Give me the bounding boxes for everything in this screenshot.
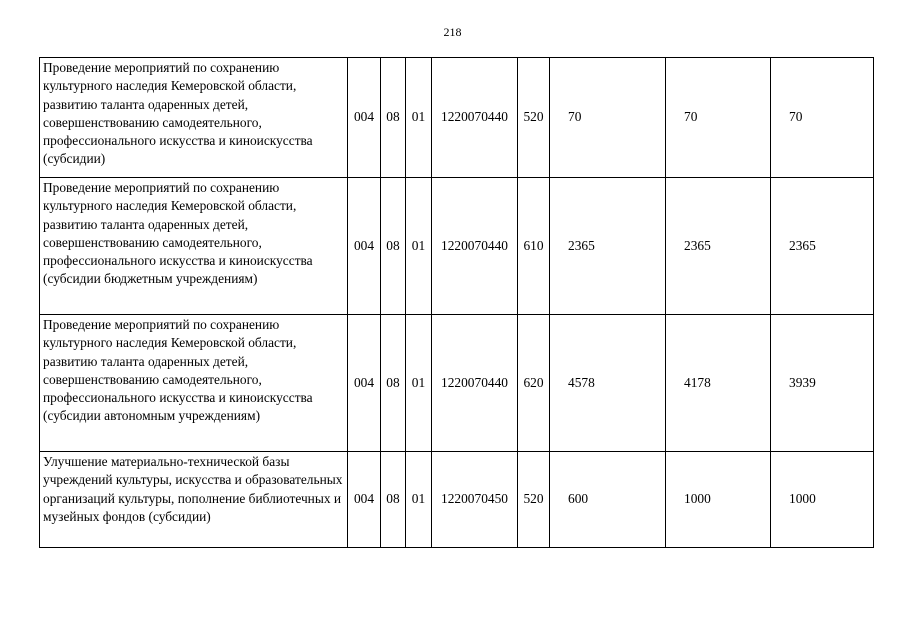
amount-2-cell: 70 <box>666 58 771 178</box>
section-code-cell: 08 <box>381 315 406 452</box>
amount-1-cell: 2365 <box>550 178 666 315</box>
amount-3-cell: 2365 <box>771 178 874 315</box>
ministry-code-cell: 004 <box>348 315 381 452</box>
subsection-code-cell: 01 <box>406 58 432 178</box>
subsection-code-cell: 01 <box>406 178 432 315</box>
section-code-cell: 08 <box>381 452 406 548</box>
table-body <box>40 58 874 548</box>
target-article-cell: 1220070450 <box>432 452 518 548</box>
row-name-cell: Улучшение материально-технической базы учреждений культуры, искусства и образовательных организаций культуры, пополнение библиотечных и музейных фондов (субсидии) <box>40 452 348 548</box>
subsection-code-cell: 01 <box>406 315 432 452</box>
ministry-code-cell: 004 <box>348 178 381 315</box>
budget-table <box>39 57 874 548</box>
subsection-code-cell: 01 <box>406 452 432 548</box>
expense-type-cell: 520 <box>518 58 550 178</box>
amount-3-cell: 70 <box>771 58 874 178</box>
section-code-cell: 08 <box>381 58 406 178</box>
amount-1-cell: 4578 <box>550 315 666 452</box>
amount-2-cell: 2365 <box>666 178 771 315</box>
page-number: 218 <box>443 25 462 39</box>
amount-1-cell: 70 <box>550 58 666 178</box>
target-article-cell: 1220070440 <box>432 315 518 452</box>
amount-1-cell: 600 <box>550 452 666 548</box>
row-name-cell: Проведение мероприятий по сохранению культурного наследия Кемеровской области, развитию таланта одаренных детей, совершенствованию самодеятельного, профессионального искусства и киноискусства (субсидии) <box>40 58 348 178</box>
ministry-code-cell: 004 <box>348 452 381 548</box>
row-name-cell: Проведение мероприятий по сохранению культурного наследия Кемеровской области, развитию таланта одаренных детей, совершенствованию самодеятельного, профессионального искусства и киноискусства (субсидии бюджетным учреждениям) <box>40 178 348 315</box>
table-row <box>40 178 874 315</box>
expense-type-cell: 620 <box>518 315 550 452</box>
amount-3-cell: 3939 <box>771 315 874 452</box>
section-code-cell: 08 <box>381 178 406 315</box>
target-article-cell: 1220070440 <box>432 58 518 178</box>
expense-type-cell: 610 <box>518 178 550 315</box>
row-name-cell: Проведение мероприятий по сохранению культурного наследия Кемеровской области, развитию таланта одаренных детей, совершенствованию самодеятельного, профессионального искусства и киноискусства (субсидии автономным учреждениям) <box>40 315 348 452</box>
table-row <box>40 315 874 452</box>
amount-2-cell: 4178 <box>666 315 771 452</box>
ministry-code-cell: 004 <box>348 58 381 178</box>
amount-3-cell: 1000 <box>771 452 874 548</box>
amount-2-cell: 1000 <box>666 452 771 548</box>
table-row <box>40 58 874 178</box>
table-row <box>40 452 874 548</box>
target-article-cell: 1220070440 <box>432 178 518 315</box>
expense-type-cell: 520 <box>518 452 550 548</box>
